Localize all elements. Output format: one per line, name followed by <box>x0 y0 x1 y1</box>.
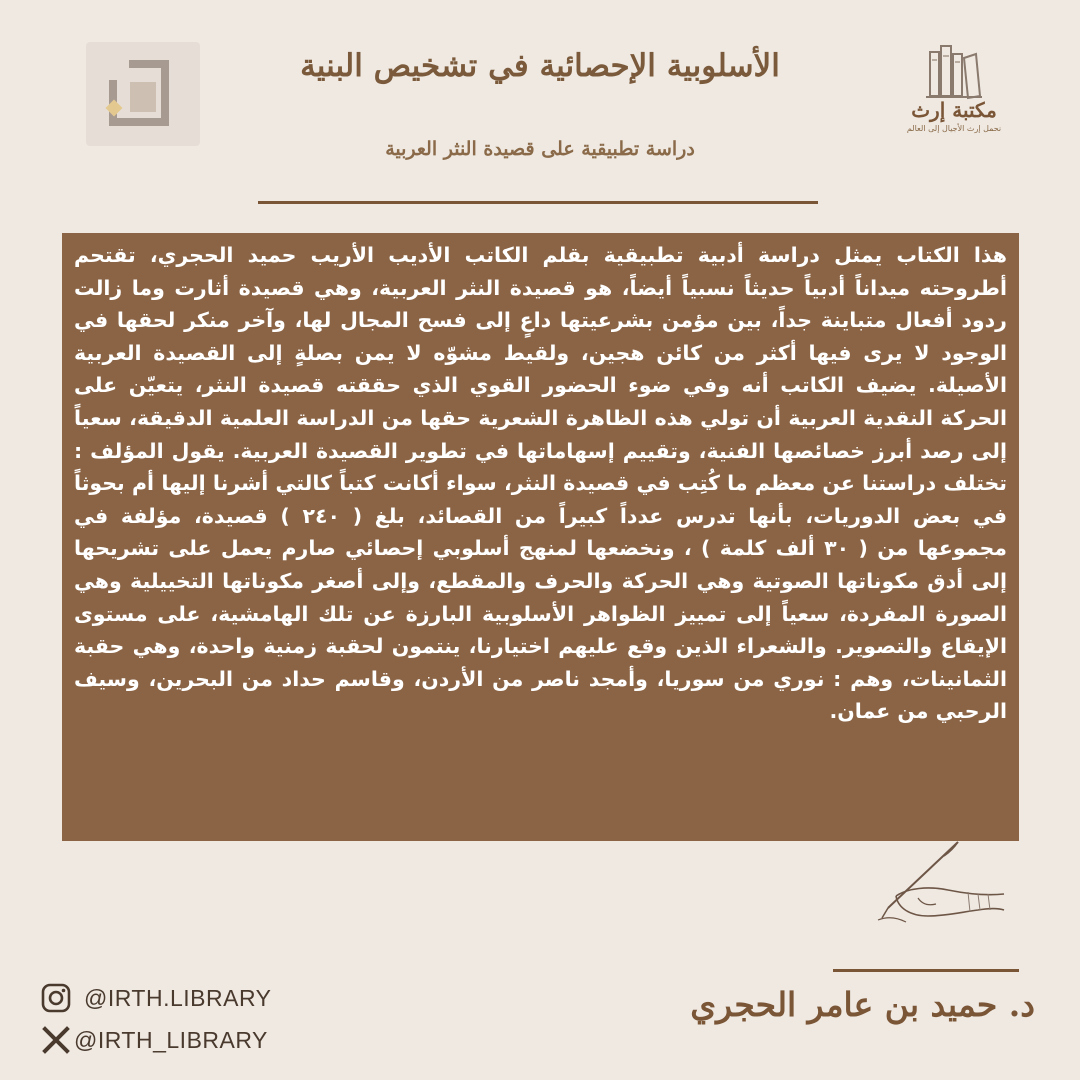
hand-writing-quill-icon <box>858 838 1008 930</box>
x-handle[interactable]: @IRTH_LIBRARY <box>74 1026 268 1053</box>
instagram-handle[interactable]: @IRTH.LIBRARY <box>84 984 272 1011</box>
description-text: هذا الكتاب يمثل دراسة أدبية تطبيقية بقلم الكاتب الأديب الأريب حميد الحجري، تقتحم أطروحته ميداناً أدبياً حديثاً نسبياً أيضاً، هو قصيدة النثر العربية، وهي قصيدة أثارت وما زالت ردود أفعال متباينة جداً، بين مؤمن بشرعيتها داعٍ إلى فسح المجال لها، وآخر منكر لحقها في الوجود لا يرى فيها أكثر من كائن هجين، ولقيط مشوّه لا يمن بصلةٍ إلى القصيدة العربية الأصيلة. يضيف الكاتب أنه وفي ضوء الحضور القوي الذي حققته قصيدة النثر، يتعيّن على الحركة النقدية العربية أن تولي هذه الظاهرة الشعرية حقها من الدراسة العلمية الدقيقة، سعياً إلى رصد أبرز خصائصها الفنية، وتقييم إسهاماتها في تطوير القصيدة العربية. يقول المؤلف : تختلف دراستنا عن معظم ما كُتِب في قصيدة النثر، سواء أكانت كتباً كالتي أشرنا إليها أم بحوثاً في بعض الدوريات، بأنها تدرس عدداً كبيراً من القصائد، بلغ ( ٢٤٠ ) قصيدة، مؤلفة في مجموعها من ( ٣٠ ألف كلمة ) ، ونخضعها لمنهج أسلوبي إحصائي صارم يعمل على تشريحها إلى أدق مكوناتها الصوتية وهي الحركة والحرف والمقطع، وإلى أصغر مكوناتها التخييلية وهي الصورة المفردة، سعياً إلى تمييز الظواهر الأسلوبية البارزة عن تلك الهامشية، على مستوى الإيقاع والتصوير. والشعراء الذين وقع عليهم اختيارنا، ينتمون لحقبة زمنية واحدة، وهي حقبة الثمانينات، وهم : نوري من سوريا، وأمجد ناصر من الأردن، وقاسم حداد من البحرين، وسيف الرحبي من عمان. <box>74 243 1007 724</box>
book-subtitle: دراسة تطبيقية على قصيدة النثر العربية <box>385 138 695 160</box>
author-name: د. حميد بن عامر الحجري <box>690 985 1035 1024</box>
library-tagline: نحمل إرث الأجيال إلى العالم <box>906 124 1002 133</box>
title-divider <box>258 201 818 204</box>
author-divider <box>833 969 1019 972</box>
book-title: الأسلوبية الإحصائية في تشخيص البنية <box>300 48 780 84</box>
x-icon <box>40 1024 72 1056</box>
books-icon <box>924 38 984 102</box>
description-panel <box>62 233 1019 841</box>
x-handle-row[interactable] <box>40 1024 268 1056</box>
logo-inner-block <box>130 82 156 112</box>
instagram-handle-row[interactable] <box>40 982 272 1014</box>
publisher-logo-left <box>86 42 200 146</box>
library-logo <box>898 38 1010 170</box>
instagram-icon <box>40 982 72 1014</box>
library-name: مكتبة إرث <box>911 98 997 122</box>
